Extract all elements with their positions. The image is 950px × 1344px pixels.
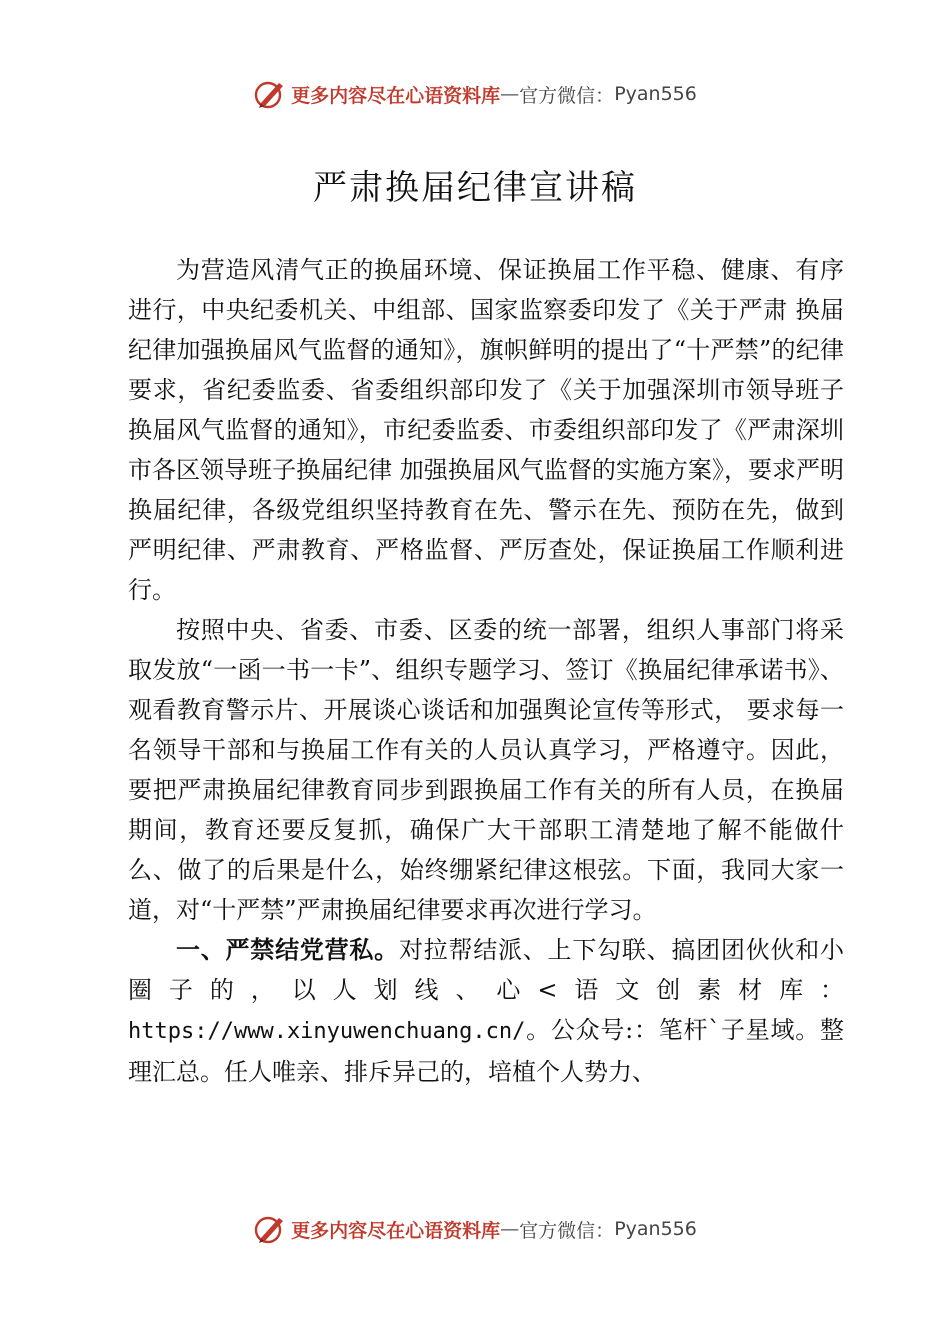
pen-logo-icon <box>253 1212 287 1246</box>
document-title: 严肃换届纪律宣讲稿 <box>313 168 637 208</box>
wechat-label: 官方微信： <box>519 84 615 107</box>
site-name-text: 更多内容尽在心语资料库 <box>291 1219 501 1242</box>
banner-separator: — <box>500 83 520 105</box>
wechat-id: Pyan556 <box>614 1218 697 1240</box>
paragraph-3-text-a: 对拉帮结派、上下勾联、搞团团伙伙和小圈子的，以人划线、心<语文创素材库： <box>128 936 845 1004</box>
banner-separator: — <box>500 1218 520 1240</box>
header-watermark-banner <box>0 74 950 114</box>
site-name-text: 更多内容尽在心语资料库 <box>291 84 501 107</box>
pen-logo-icon <box>253 77 287 111</box>
wechat-label: 官方微信： <box>519 1219 615 1242</box>
paragraph-3-text-b: 。公众号:：笔杆`子星域。整理汇总。任人唯亲、排斥异己的，培植个人势力、 <box>128 1016 844 1086</box>
footer-watermark-banner <box>0 1209 950 1249</box>
section-heading-1: 一、严禁结党营私。 <box>176 935 399 964</box>
paragraph-2: 按照中央、省委、市委、区委的统一部署，组织人事部门将采取发放“一函一书一卡”、组织专题学习、签订《换届纪律承诺书》、观看教育警示片、开展谈心谈话和加强舆论宣传等形式， 要求每一名领导干部和与换届工作有关的人员认真学习，严格遵守。因此，要把严肃换届纪律教育同步到跟换届工作有关的所有人员，在换届期间，教育还要反复抓，确保广大干部职工清楚地了解不能做什么、做了的后果是什么，始终绷紧纪律这根弦。下面，我同大家一道，对“十严禁”严肃换届纪律要求再次进行学习。 <box>128 616 844 924</box>
source-url-text: https://www.xinyuwenchuang.cn/ <box>128 1019 526 1044</box>
paragraph-3 <box>128 930 844 1092</box>
document-body <box>128 250 844 1092</box>
wechat-id: Pyan556 <box>614 83 697 105</box>
paragraph-1: 为营造风清气正的换届环境、保证换届工作平稳、健康、有序进行，中央纪委机关、中组部、国家监察委印发了《关于严肃 换届纪律加强换届风气监督的通知》，旗帜鲜明的提出了“十严禁”的纪律要求，省纪委监委、省委组织部印发了《关于加强深圳市领导班子换届风气监督的通知》，市纪委监委、市委组织部印发了《严肃深圳市各区领导班子换届纪律 加强换届风气监督的实施方案》，要求严明换届纪律，各级党组织坚持教育在先、警示在先、预防在先，做到严明纪律、严肃教育、严格监督、严厉查处，保证换届工作顺利进行。 <box>128 256 844 604</box>
